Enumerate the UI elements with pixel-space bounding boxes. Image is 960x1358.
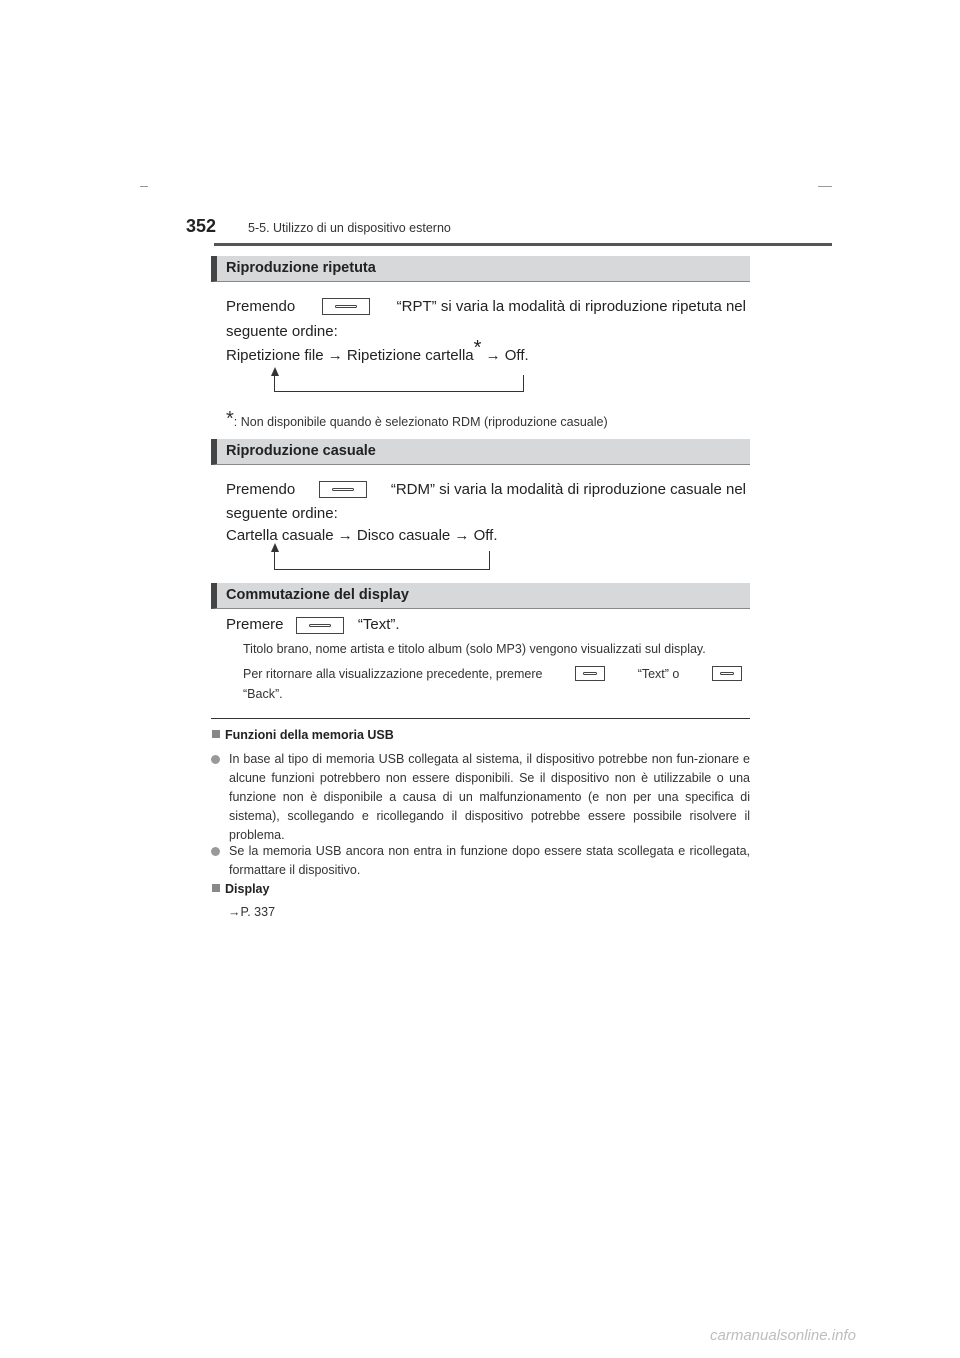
usb-title: Funzioni della memoria USB	[225, 728, 394, 742]
text-rpt: “RPT” si varia la modalità di riproduzione ripetuta nel	[396, 298, 746, 315]
repeat-sequence	[226, 337, 529, 364]
usb-subheading	[212, 728, 394, 742]
section-title: Riproduzione casuale	[226, 443, 376, 459]
text-premendo: Premendo	[226, 298, 296, 315]
arrow-up-icon	[271, 543, 279, 552]
bullet-text: Se la memoria USB ancora non entra in funzione dopo essere stata scollegata e ricollegata, formattare il dispositivo.	[229, 844, 750, 877]
section-title: Commutazione del display	[226, 587, 409, 603]
repeat-instruction-line2: seguente ordine:	[226, 323, 338, 340]
square-bullet-icon	[212, 730, 220, 738]
page-reference-link[interactable]: →P. 337	[228, 905, 276, 919]
display-note-3: “Back”.	[243, 687, 283, 701]
section-heading-display	[211, 583, 750, 609]
back-key-icon	[712, 666, 742, 681]
crop-mark-left	[140, 186, 148, 187]
cycle-return-arrow	[274, 551, 490, 570]
repeat-instruction-line1	[226, 298, 746, 315]
random-instruction-line2: seguente ordine:	[226, 505, 338, 522]
cycle-return-arrow	[274, 375, 524, 392]
display-note-1: Titolo brano, nome artista e titolo album (solo MP3) vengono visualizzati sul display.	[243, 642, 706, 656]
display-subheading	[212, 882, 269, 896]
display-instruction	[226, 616, 400, 634]
separator-rule	[211, 718, 750, 719]
footnote-asterisk: *	[226, 408, 234, 430]
page-number: 352	[186, 216, 217, 236]
repeat-sequence-b: → Off.	[481, 347, 529, 364]
text-key-icon	[575, 666, 605, 681]
footnote	[226, 408, 608, 431]
round-bullet-icon	[211, 847, 220, 856]
chapter-title: 5-5. Utilizzo di un dispositivo esterno	[248, 221, 451, 235]
section-heading-random	[211, 439, 750, 465]
rdm-key-icon	[319, 481, 367, 498]
square-bullet-icon	[212, 884, 220, 892]
random-sequence: Cartella casuale → Disco casuale → Off.	[226, 527, 498, 544]
text-rdm: “RDM” si varia la modalità di riproduzione casuale nel	[390, 481, 746, 498]
usb-bullet-1	[211, 750, 750, 845]
bullet-text: In base al tipo di memoria USB collegata al sistema, il dispositivo potrebbe non fun-zionare e alcune funzioni potrebbero non essere disponibili. Se il dispositivo non è utilizzabile o una funzione non è disponibile a causa di un malfunzionamento (e non per una specifica di sistema), scollegando e ricollegando il dispositivo potrebbe essere possibile risolvere il problema.	[229, 752, 750, 842]
section-title: Riproduzione ripetuta	[226, 260, 376, 276]
display-note-2	[243, 666, 742, 681]
arrow-up-icon	[271, 367, 279, 376]
footnote-text: : Non disponibile quando è selezionato RDM (riproduzione casuale)	[233, 415, 608, 429]
section-heading-repeat	[211, 256, 750, 282]
note-text-text: “Text” o	[637, 666, 680, 681]
header-rule	[214, 243, 832, 246]
crop-mark-right	[818, 186, 832, 187]
watermark: carmanualsonline.info	[710, 1327, 856, 1344]
random-instruction-line1	[226, 481, 746, 498]
display-title: Display	[225, 882, 270, 896]
round-bullet-icon	[211, 755, 220, 764]
rpt-key-icon	[322, 298, 370, 315]
note-text: Per ritornare alla visualizzazione precedente, premere	[243, 666, 543, 681]
text-key-icon	[296, 617, 344, 634]
text-premere: Premere	[226, 616, 284, 633]
text-text: “Text”.	[357, 616, 400, 633]
text-premendo: Premendo	[226, 481, 296, 498]
asterisk: *	[473, 337, 482, 359]
usb-bullet-2	[211, 842, 750, 880]
repeat-sequence-a: Ripetizione file → Ripetizione cartella	[226, 347, 474, 364]
